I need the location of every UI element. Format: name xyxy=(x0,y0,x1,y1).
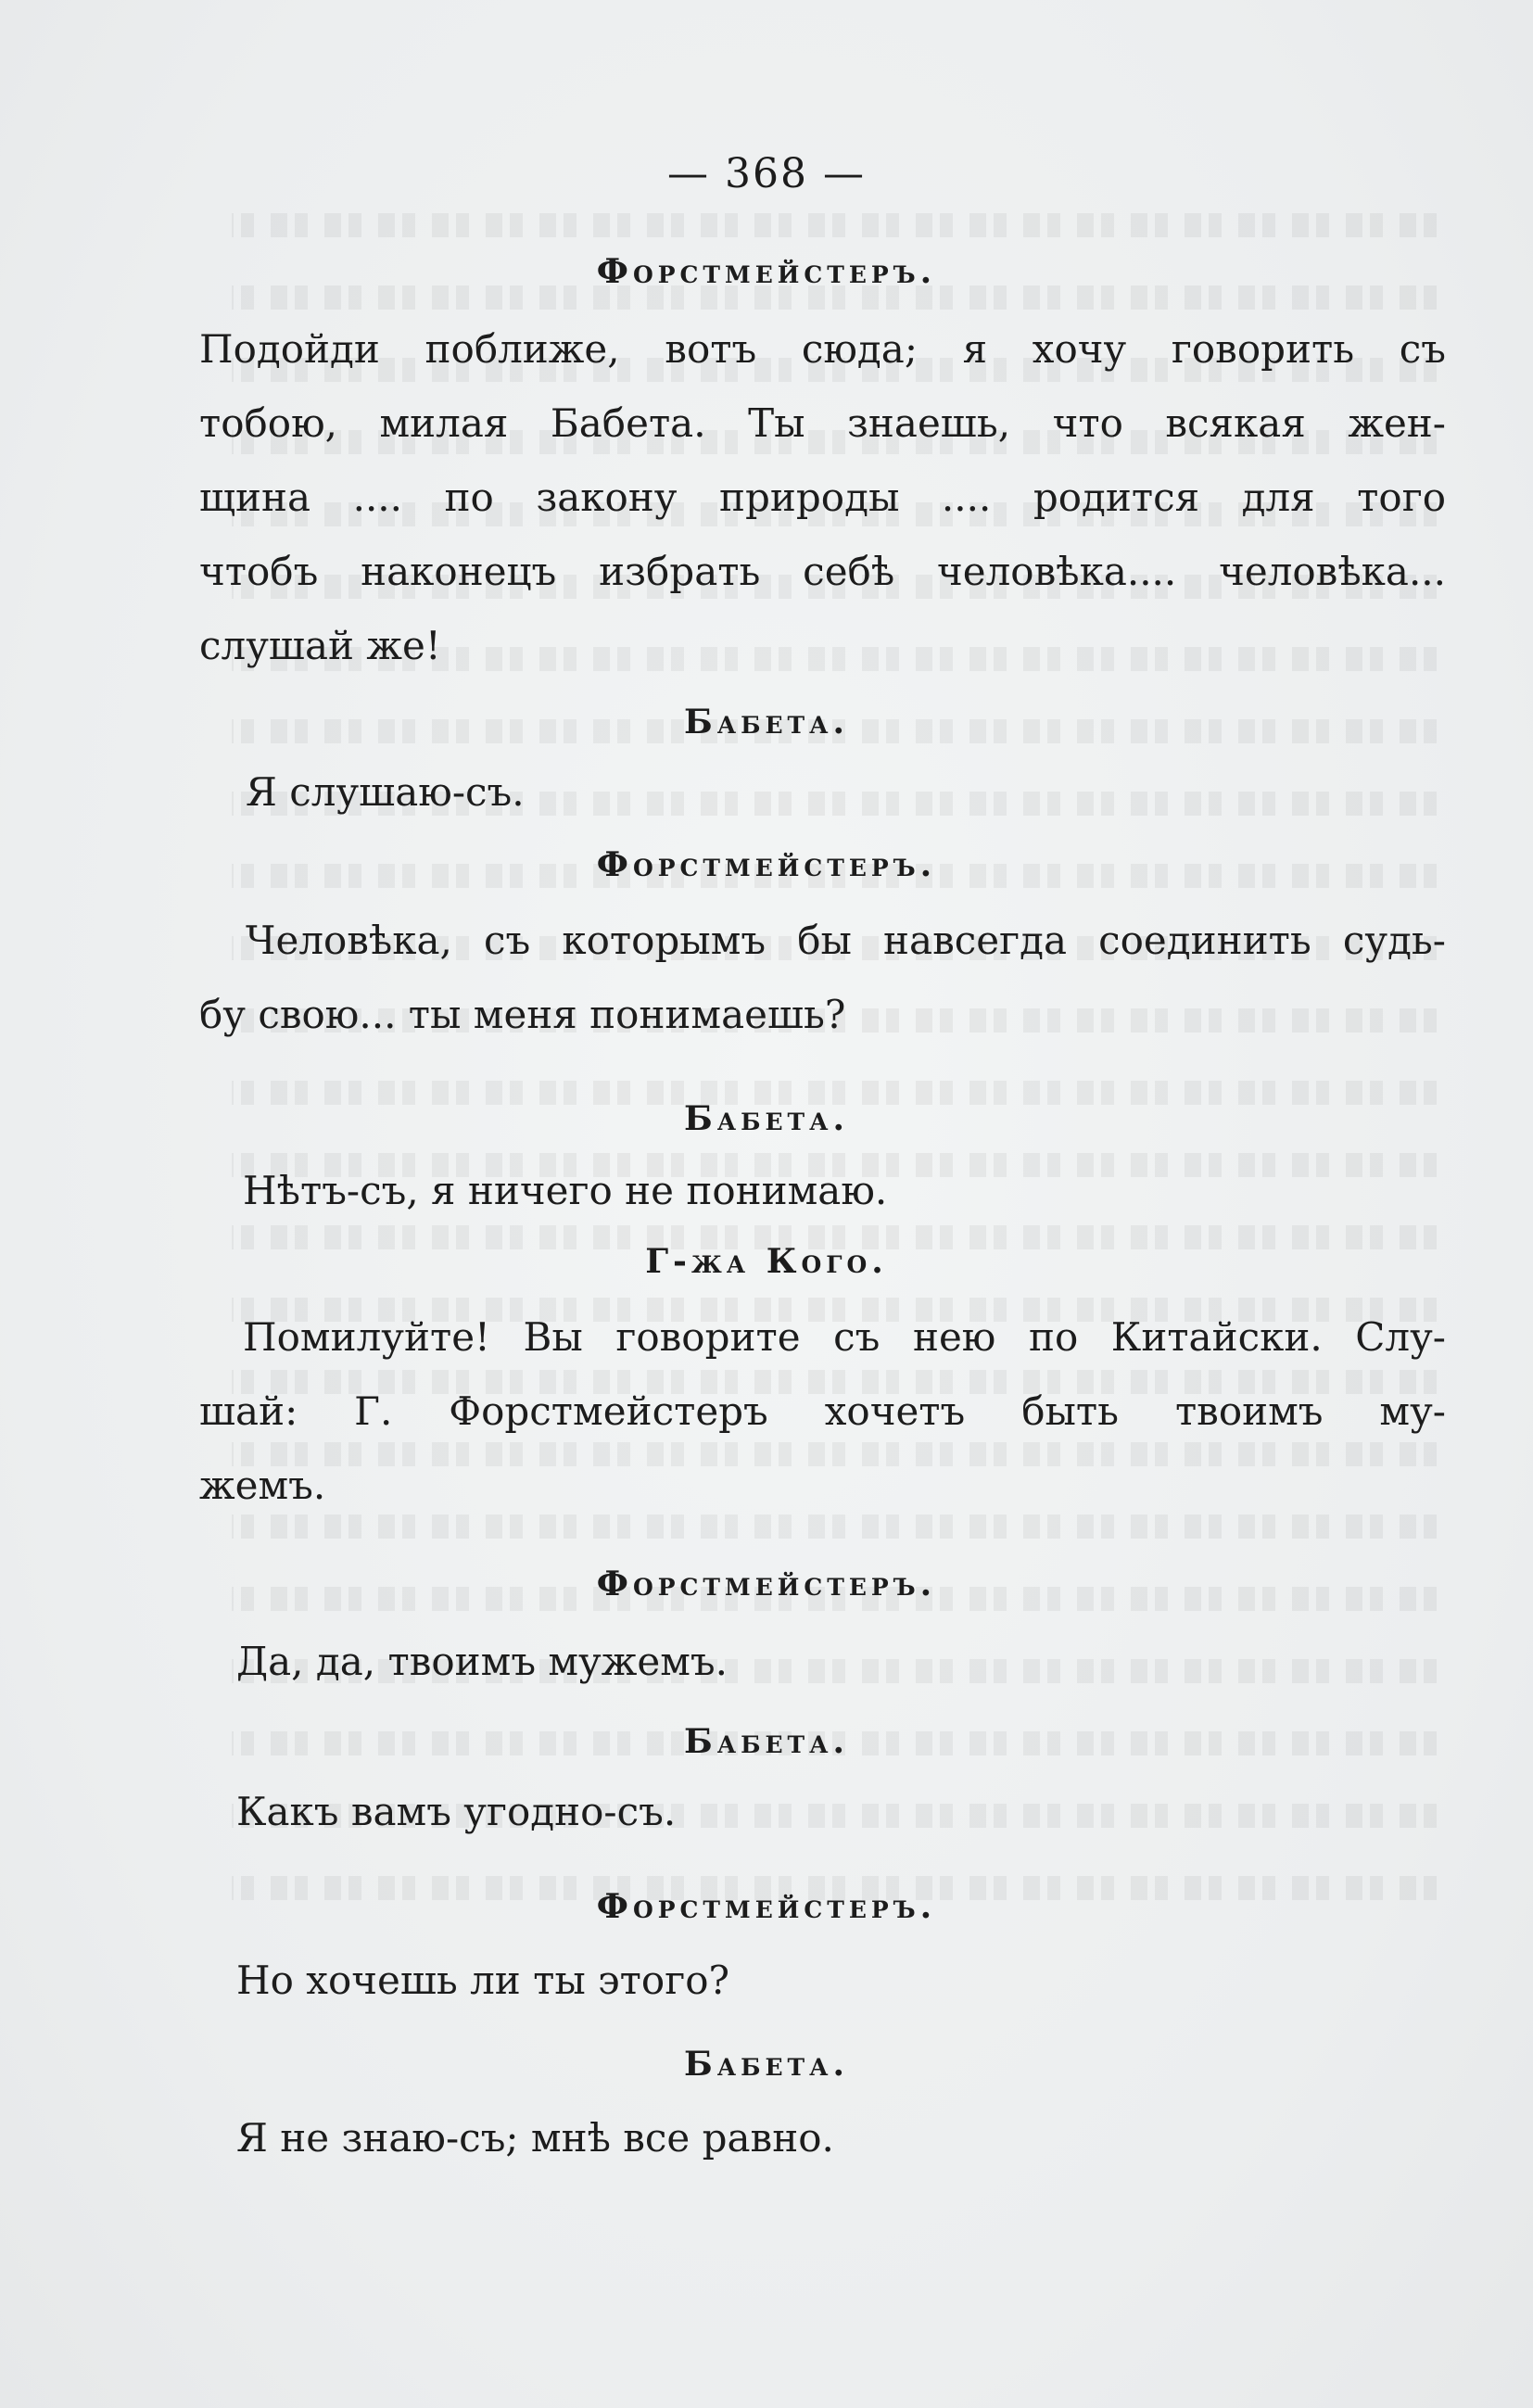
dialogue-line: щина .... по закону природы .... родится для того xyxy=(199,475,1446,520)
speaker-name: Форстмейстеръ. xyxy=(596,845,937,884)
speaker-name: Бабета. xyxy=(683,1722,850,1761)
dialogue-line: слушай же! xyxy=(199,623,441,668)
dialogue-line: бу свою... ты меня понимаешь? xyxy=(199,992,846,1037)
dialogue-line: Подойди поближе, вотъ сюда; я хочу говорить съ xyxy=(199,326,1446,372)
page-number: — 368 — xyxy=(667,150,866,197)
dialogue-line: чтобъ наконецъ избрать себѣ человѣка.... человѣка... xyxy=(199,549,1446,594)
dialogue-line: Нѣтъ-съ, я ничего не понимаю. xyxy=(243,1168,888,1213)
speaker-name: Бабета. xyxy=(683,2045,850,2084)
speaker-name: Бабета. xyxy=(683,703,850,741)
dialogue-line: шай: Г. Форстмейстеръ хочетъ быть твоимъ му- xyxy=(199,1388,1446,1434)
speaker-name: Форстмейстеръ. xyxy=(596,252,937,291)
dialogue-line: Я слушаю-съ. xyxy=(246,769,525,815)
dialogue-line: Да, да, твоимъ мужемъ. xyxy=(236,1639,728,1684)
speaker-name: Форстмейстеръ. xyxy=(596,1887,937,1926)
dialogue-line: жемъ. xyxy=(199,1463,326,1508)
dialogue-line: Человѣка, съ которымъ бы навсегда соединить судь- xyxy=(246,918,1446,963)
speaker-name: Г-жа Кого. xyxy=(645,1242,888,1281)
dialogue-line: Какъ вамъ угодно-съ. xyxy=(236,1789,677,1834)
dialogue-line: тобою, милая Бабета. Ты знаешь, что всякая жен- xyxy=(199,400,1446,446)
dialogue-line: Помилуйте! Вы говорите съ нею по Китайски. Слу- xyxy=(243,1314,1446,1360)
speaker-name: Форстмейстеръ. xyxy=(596,1565,937,1603)
dialogue-line: Я не знаю-съ; мнѣ все равно. xyxy=(236,2115,834,2161)
dialogue-line: Но хочешь ли ты этого? xyxy=(236,1958,730,2003)
speaker-name: Бабета. xyxy=(683,1099,850,1138)
